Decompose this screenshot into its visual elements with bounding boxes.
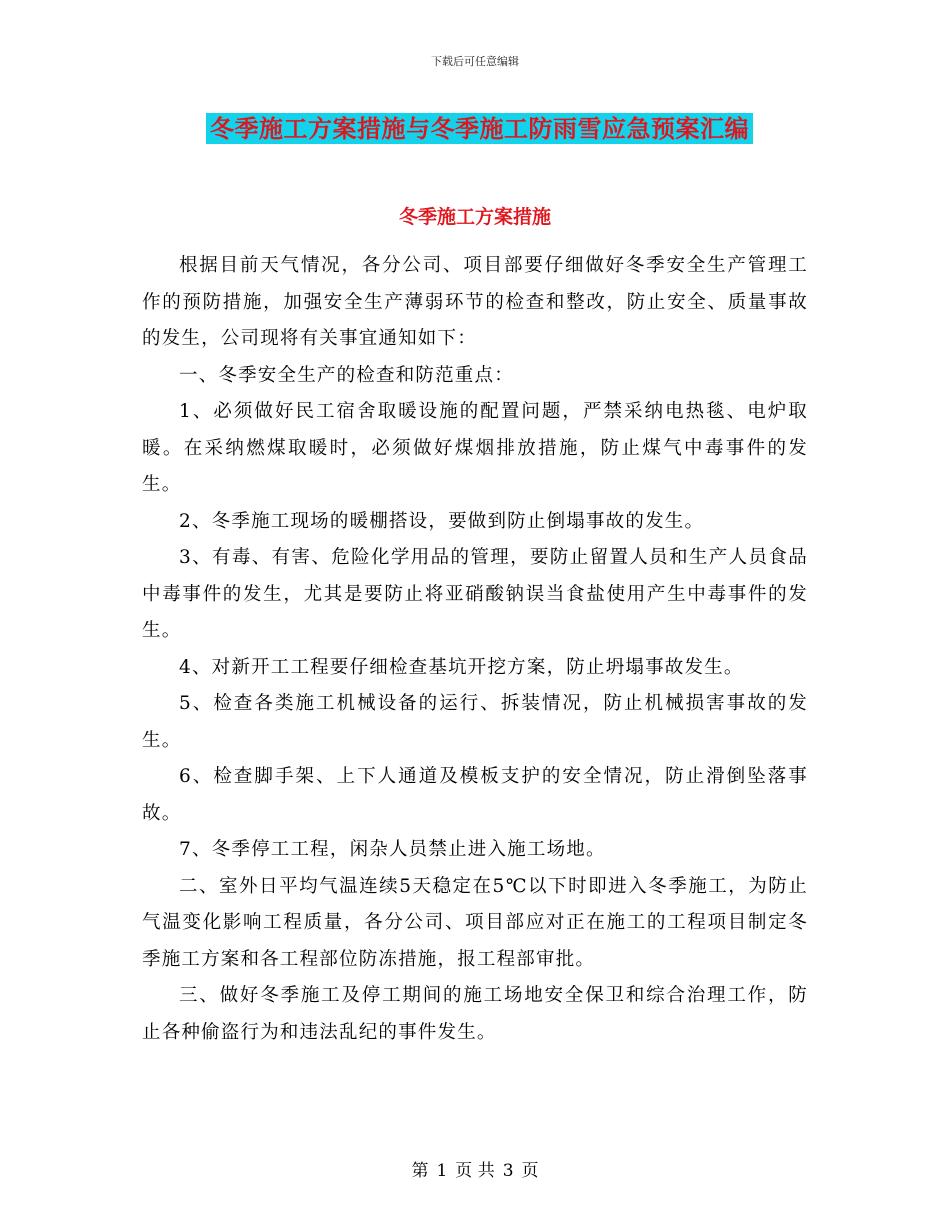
footer-prefix: 第 bbox=[411, 1161, 429, 1181]
paragraph-item-7: 7、冬季停工工程，闲杂人员禁止进入施工场地。 bbox=[179, 839, 606, 860]
footer-page-number: 1 bbox=[436, 1161, 448, 1181]
paragraph-item-1: 1、必须做好民工宿舍取暖设施的配置问题，严禁采纳电热毯、电炉取暖。在采纳燃煤取暖时，必须做好煤烟排放措施，防止煤气中毒事件的发生。 bbox=[142, 401, 808, 495]
footer-mid: 页 共 bbox=[455, 1161, 495, 1181]
paragraph-item-2: 2、冬季施工现场的暖棚搭设，要做到防止倒塌事故的发生。 bbox=[179, 510, 705, 532]
paragraph-heading-3: 三、做好冬季施工及停工期间的施工场地安全保卫和综合治理工作，防止各种偷盗行为和违法乱纪的事件发生。 bbox=[142, 985, 808, 1043]
page-footer bbox=[0, 1156, 950, 1181]
paragraph-heading-2: 二、室外日平均气温连续5天稳定在5℃以下时即进入冬季施工，为防止气温变化影响工程质量，各分公司、项目部应对正在施工的工程项目制定冬季施工方案和各工程部位防冻措施，报工程部审批。 bbox=[142, 875, 808, 970]
footer-suffix: 页 bbox=[521, 1161, 539, 1181]
document-title: 冬季施工方案措施与冬季施工防雨雪应急预案汇编 bbox=[206, 113, 753, 144]
footer-total-pages: 3 bbox=[502, 1161, 514, 1181]
paragraph-intro: 根据目前天气情况，各分公司、项目部要仔细做好冬季安全生产管理工作的预防措施，加强安全生产薄弱环节的检查和整改，防止安全、质量事故的发生，公司现将有关事宜通知如下： bbox=[142, 255, 808, 349]
header-note: 下载后可任意编辑 bbox=[431, 55, 519, 68]
paragraph-item-4: 4、对新开工工程要仔细检查基坑开挖方案，防止坍塌事故发生。 bbox=[179, 656, 744, 678]
paragraph-item-6: 6、检查脚手架、上下人通道及模板支护的安全情况，防止滑倒坠落事故。 bbox=[142, 766, 808, 824]
section-title: 冬季施工方案措施 bbox=[398, 206, 551, 228]
paragraph-heading-1: 一、冬季安全生产的检查和防范重点： bbox=[179, 364, 514, 386]
paragraph-item-3: 3、有毒、有害、危险化学用品的管理，要防止留置人员和生产人员食品中毒事件的发生，尤其是要防止将亚硝酸钠误当食盐使用产生中毒事件的发生。 bbox=[142, 547, 808, 641]
paragraph-item-5: 5、检查各类施工机械设备的运行、拆装情况，防止机械损害事故的发生。 bbox=[142, 693, 808, 751]
document-body bbox=[142, 248, 808, 1051]
